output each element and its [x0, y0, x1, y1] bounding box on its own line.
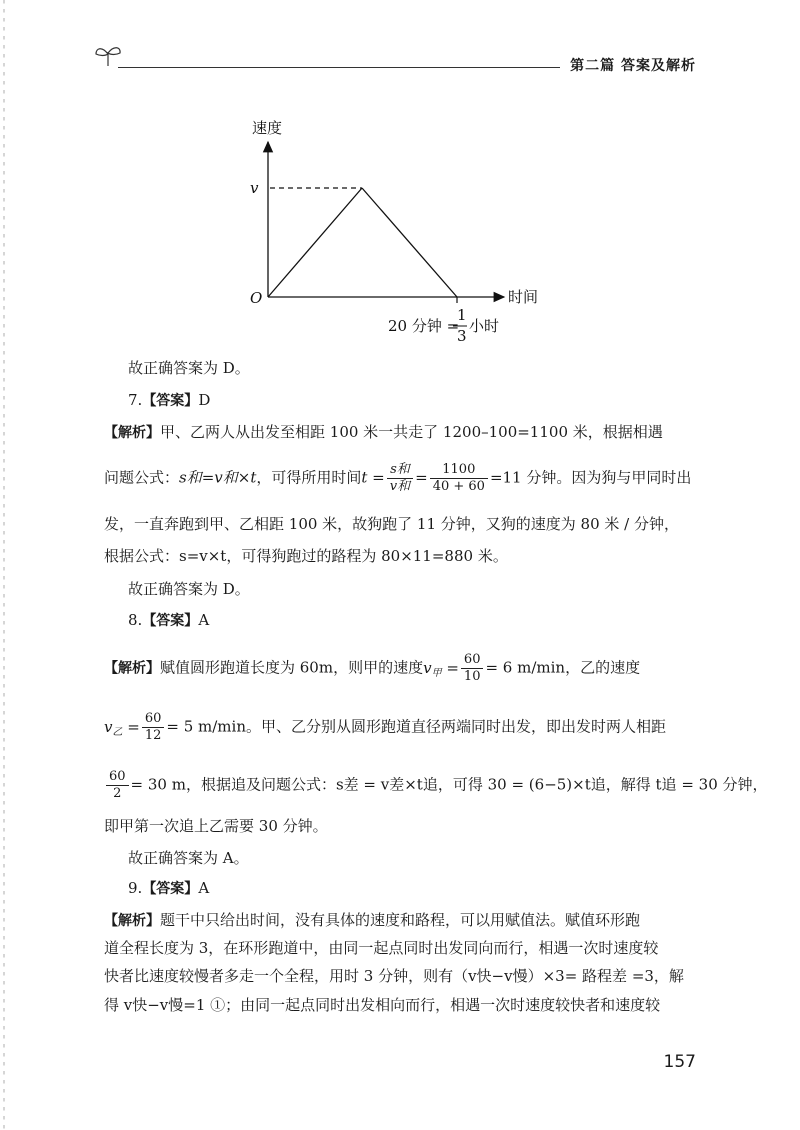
acceleration-line [268, 188, 362, 297]
q9-analysis-line1 [104, 909, 696, 932]
q8-line4: 即甲第一次追上乙需要 30 分钟。 [104, 817, 328, 835]
caption-right: 小时 [469, 317, 500, 335]
caption-frac-den: 3 [457, 327, 467, 345]
q8-frac2: $\frac{60}{12}$ [142, 711, 165, 744]
q9-answer-tag: 【答案】 [142, 881, 199, 897]
q7-answer-tag: 【答案】 [142, 393, 199, 409]
q8-number: 8. [128, 611, 143, 629]
deceleration-line [362, 188, 457, 297]
q9-answer-value: A [198, 879, 210, 897]
q7-answer-value: D [198, 391, 211, 409]
q9-line3: 快者比速度较慢者多走一个全程，用时 3 分钟，则有（v快−v慢）×3= 路程差 =3，解 [104, 967, 684, 985]
q9-line2: 道全程长度为 3，在环形跑道中，由同一起点同时出发同向而行，相遇一次时速度较 [104, 939, 659, 957]
q8-frac3: $\frac{60}{2}$ [106, 769, 129, 802]
q7-analysis-line2: 问题公式：s和=v和×t，可得所用时间t = $\frac{\text{s和}}{\text{v和}}$ = $\frac{1100}{40 + 60}$ =11 分钟。因为狗与甲同时出 [104, 462, 692, 494]
q7-analysis-tag: 【解析】 [104, 425, 160, 441]
caption-frac-num: 1 [457, 306, 467, 324]
q7-line2-post: =11 分钟。因为狗与甲同时出 [489, 468, 692, 487]
x-axis-label: 时间 [508, 288, 539, 306]
q7-conclusion: 故正确答案为 D。 [128, 580, 250, 598]
q6-conclusion: 故正确答案为 D。 [128, 359, 250, 377]
origin-label: O [250, 289, 263, 307]
q8-analysis-line3 [104, 769, 768, 802]
q8-line1-pre: 赋值圆形跑道长度为 60m，则甲的速度 [160, 658, 424, 677]
q8-line1-post: = 6 m/min，乙的速度 [485, 658, 641, 677]
q7-analysis-line1 [104, 421, 696, 444]
q7-line2-formula: s和=v和×t [179, 468, 257, 487]
q8-analysis-tag: 【解析】 [104, 660, 160, 677]
q7-line3: 发，一直奔跑到甲、乙相距 100 米，故狗跑了 11 分钟，又狗的速度为 80 米 / 分钟， [104, 515, 680, 533]
q8-answer-tag: 【答案】 [142, 613, 199, 629]
q8-answer-value: A [198, 611, 210, 629]
q7-frac2: $\frac{1100}{40 + 60}$ [430, 462, 488, 495]
q9-analysis-tag: 【解析】 [104, 913, 160, 929]
q8-answer-line [128, 609, 696, 632]
q8-analysis-line2: $v_乙$ = $\frac{60}{12}$ = 5 m/min。甲、乙分别从圆形跑道直径两端同时出发，即出发时两人相距 [104, 711, 666, 743]
header-title: 第二篇 答案及解析 [570, 58, 696, 74]
page-number: 157 [663, 1052, 696, 1072]
q7-line4: 根据公式：s=v×t，可得狗跑过的路程为 80×11=880 米。 [104, 547, 508, 565]
peak-speed-label: v [250, 179, 259, 197]
speed-time-diagram [0, 0, 800, 380]
q8-analysis-line1: 【解析】赋值圆形跑道长度为 60m，则甲的速度$v_甲$ = $\frac{60}{10}$ = 6 m/min，乙的速度 [104, 652, 641, 684]
q9-answer-line [128, 877, 696, 900]
caption-left: 20 分钟 = [388, 317, 460, 335]
q7-line1: 甲、乙两人从出发至相距 100 米一共走了 1200–100=1100 米，根据相遇 [160, 423, 663, 441]
q9-line1: 题干中只给出时间，没有具体的速度和路程，可以用赋值法。赋值环形跑 [160, 911, 641, 929]
q8-conclusion: 故正确答案为 A。 [128, 849, 249, 867]
q9-number: 9. [128, 879, 143, 897]
q8-frac1: $\frac{60}{10}$ [461, 652, 484, 685]
y-axis-label: 速度 [252, 119, 283, 137]
q7-frac1: $\frac{\text{s和}}{\text{v和}}$ [387, 462, 413, 495]
q7-answer-line [128, 389, 696, 412]
q7-line2-pre: 问题公式： [104, 468, 180, 487]
q7-line2-mid: ，可得所用时间 [256, 468, 362, 487]
q8-line2-post: = 5 m/min。甲、乙分别从圆形跑道直径两端同时出发，即出发时两人相距 [166, 717, 666, 736]
q7-number: 7. [128, 391, 143, 409]
q9-line4: 得 v快−v慢=1 ①；由同一起点同时出发相向而行，相遇一次时速度较快者和速度较 [104, 996, 661, 1014]
q8-line3-post: = 30 m，根据追及问题公式：s差 = v差×t追，可得 30 = (6−5)×t追，解得 t追 = 30 分钟， [130, 775, 768, 794]
